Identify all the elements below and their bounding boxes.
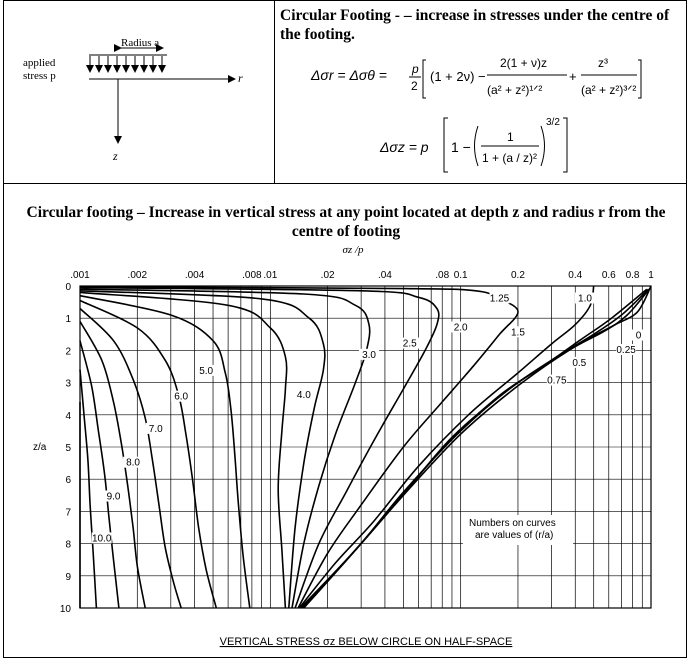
y-tick-label: 0 [65, 282, 71, 293]
curve-ra-9.0 [80, 370, 96, 608]
stress-label-line2: stress p [23, 70, 56, 82]
x-tick-label: 0.4 [568, 270, 583, 281]
x-tick-label: .02 [320, 270, 335, 281]
x-tick-label: 1 [648, 270, 654, 281]
y-tick-label: 6 [65, 475, 71, 487]
row-divider [3, 183, 687, 184]
y-tick-label: 7 [65, 507, 71, 519]
chart-title: Circular footing – Increase in vertical stress at any point located at depth z and radius r from the centre of footing [26, 204, 666, 240]
curve-label: 5.0 [199, 365, 214, 377]
curve-label: 0.5 [572, 357, 587, 369]
curve-label: 3.0 [362, 349, 376, 361]
x-tick-label: .04 [377, 270, 392, 281]
svg-text:(a² + z²)³ᐟ²: (a² + z²)³ᐟ² [581, 83, 637, 97]
chart-x-ticks [70, 270, 654, 281]
curve-label: 8.0 [126, 457, 141, 469]
stress-label-line1: applied [23, 57, 56, 69]
curve-label: 4.0 [296, 390, 311, 402]
curve-label: 9.0 [106, 491, 121, 503]
svg-text:1: 1 [507, 130, 514, 144]
svg-text:1 −: 1 − [451, 139, 471, 155]
curve-label: 10.0 [91, 533, 112, 545]
svg-text:2: 2 [411, 79, 418, 93]
chart-grid [80, 286, 651, 608]
stress-chart [3, 238, 687, 658]
y-tick-label: 1 [65, 314, 71, 326]
y-tick-label: 4 [65, 410, 71, 422]
radius-label: Radius a [121, 37, 160, 49]
y-tick-label: 10 [59, 604, 71, 615]
footing-diagram [3, 0, 274, 183]
y-tick-label: 2 [65, 346, 71, 358]
curve-label: 2.0 [453, 322, 468, 334]
y-tick-label: 8 [65, 539, 71, 551]
svg-text:p: p [412, 62, 419, 76]
curve-ra-4.0 [80, 296, 250, 608]
curve-ra-3.0 [80, 292, 287, 608]
curve-label: 1.0 [578, 293, 592, 305]
r-label: r [238, 71, 243, 85]
curve-ra-8.0 [80, 341, 119, 608]
chart-y-ticks [60, 282, 72, 615]
chart-top-label: σz /p [342, 244, 364, 256]
chart-note-line2: are values of (r/a) [475, 530, 554, 541]
curve-label: 7.0 [148, 423, 163, 435]
x-tick-label: .08 [435, 270, 450, 281]
svg-text:3/2: 3/2 [546, 117, 560, 128]
curve-ra-5.0 [80, 301, 216, 609]
svg-text:1 + (a / z)²: 1 + (a / z)² [482, 151, 538, 165]
curve-label: 0 [635, 330, 642, 342]
x-tick-label: 0.8 [625, 270, 640, 281]
x-tick-label: .01 [263, 270, 278, 281]
curve-ra-0.5 [302, 289, 649, 608]
curve-ra-0.25 [303, 289, 650, 608]
svg-text:z³: z³ [598, 56, 608, 70]
curve-label: 2.5 [402, 338, 417, 350]
y-tick-label: 5 [65, 443, 71, 454]
y-tick-label: 3 [65, 378, 71, 390]
x-tick-label: .008 [242, 270, 262, 281]
svg-text:(a² + z²)¹ᐟ²: (a² + z²)¹ᐟ² [487, 83, 543, 97]
svg-text:2(1 + ν)z: 2(1 + ν)z [500, 56, 548, 70]
curve-label: 1.5 [511, 327, 525, 339]
x-tick-label: .001 [70, 270, 90, 281]
formula-radial-lhs: Δσr = Δσθ = [311, 67, 387, 83]
curve-ra-2.0 [80, 289, 370, 608]
chart-note-line1: Numbers on curves [469, 518, 556, 529]
formula-vertical-lhs: Δσz = p [380, 139, 429, 155]
curve-label: 0.75 [547, 375, 567, 387]
x-tick-label: .004 [184, 270, 205, 281]
formula-block [275, 42, 685, 182]
curve-label: 6.0 [174, 391, 189, 403]
x-tick-label: 0.6 [601, 270, 616, 281]
y-tick-label: 9 [65, 571, 71, 583]
chart-bottom-title: VERTICAL STRESS σz BELOW CIRCLE ON HALF-SPACE [219, 636, 513, 648]
curve-label: 0.25 [616, 345, 636, 357]
y-axis-label: z/a [33, 442, 47, 453]
load-arrows [90, 56, 162, 72]
svg-text:(1 + 2ν) −: (1 + 2ν) − [430, 69, 486, 84]
curve-ra-2.5 [80, 291, 325, 608]
curve-label: 1.25 [489, 293, 510, 305]
x-tick-label: 0.1 [453, 270, 468, 281]
z-label: z [113, 149, 118, 163]
x-tick-label: 0.2 [511, 270, 525, 281]
formula-title: Circular Footing - – increase in stresses under the centre of the footing. [280, 7, 670, 43]
svg-text:+: + [569, 69, 577, 84]
x-tick-label: .002 [127, 270, 148, 281]
